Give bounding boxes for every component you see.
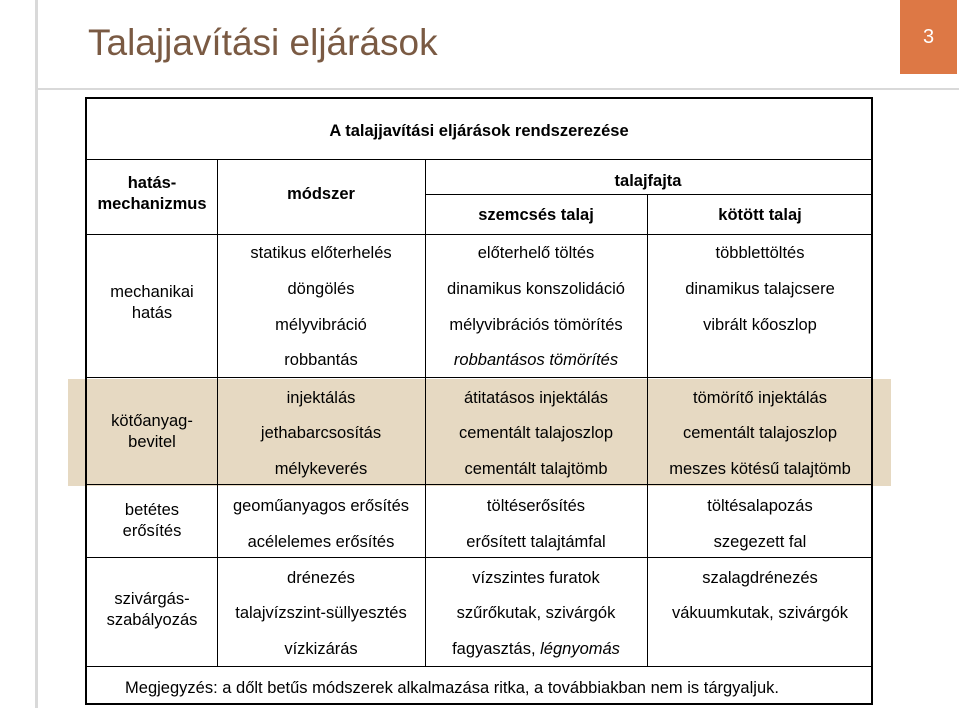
group-mechanical-line2: hatás [131, 304, 173, 322]
cell-granular: vízszintes furatok [472, 569, 600, 587]
cell-granular-rare: robbantásos tömörítés [453, 351, 619, 369]
rule-group-1 [87, 377, 871, 378]
cell-method: mélyvibráció [275, 316, 367, 334]
cell-method: robbantás [284, 351, 358, 369]
group-drainage [107, 589, 198, 631]
col-rule-2 [425, 159, 426, 666]
cell-method: jethabarcsosítás [260, 424, 382, 442]
cell-cohesive: többlettöltés [715, 244, 805, 262]
cell-granular-normal: fagyasztás, [452, 640, 536, 658]
group-mechanical-line1: mechanikai [110, 283, 194, 301]
cell-cohesive: töltésalapozás [707, 497, 813, 515]
page-number-badge [900, 0, 957, 74]
group-binder-line2: bevitel [128, 433, 176, 451]
slide-title: Talajjavítási eljárások [88, 22, 438, 63]
rule-group-2 [87, 484, 871, 485]
header-granular: szemcsés talaj [478, 206, 594, 224]
group-insert-line1: betétes [124, 501, 180, 519]
cell-granular: mélyvibrációs tömörítés [449, 316, 623, 334]
cell-granular-italic: légnyomás [540, 640, 620, 658]
page-number: 3 [922, 25, 935, 48]
cell-method: vízkizárás [284, 640, 358, 658]
rule-group-3 [87, 557, 871, 558]
cell-granular: dinamikus konszolidáció [447, 280, 625, 298]
cell-cohesive: tömörítő injektálás [693, 389, 827, 407]
col-rule-3 [647, 194, 648, 666]
cell-method: drénezés [287, 569, 355, 587]
cell-cohesive: dinamikus talajcsere [685, 280, 835, 298]
cell-granular: töltéserősítés [486, 497, 586, 515]
cell-method: döngölés [287, 280, 355, 298]
cell-granular-mixed [452, 639, 620, 659]
group-drainage-line1: szivárgás- [114, 590, 190, 608]
header-cohesive: kötött talaj [718, 206, 802, 224]
header-method: módszer [287, 185, 355, 203]
header-soil-type: talajfajta [614, 172, 682, 190]
rule-below-header [87, 234, 871, 235]
cell-method: talajvízszint-süllyesztés [235, 604, 407, 622]
group-insert-line2: erősítés [122, 522, 182, 540]
table-caption: A talajjavítási eljárások rendszerezése [329, 122, 629, 140]
cell-granular: előterhelő töltés [477, 244, 595, 262]
cell-method: injektálás [286, 389, 356, 407]
cell-method: acélelemes erősítés [247, 533, 395, 551]
cell-cohesive: cementált talajoszlop [682, 424, 838, 442]
header-mechanism-line2: mechanizmus [97, 195, 207, 213]
cell-method: statikus előterhelés [250, 244, 392, 262]
cell-granular: cementált talajtömb [464, 460, 608, 478]
rule-above-note [87, 666, 871, 667]
cell-cohesive: vákuumkutak, szivárgók [671, 604, 849, 622]
cell-cohesive: vibrált kőoszlop [703, 316, 817, 334]
cell-granular: szűrőkutak, szivárgók [456, 604, 616, 622]
group-binder [111, 411, 193, 453]
col-rule-1 [217, 159, 218, 666]
cell-granular: átitatásos injektálás [464, 389, 608, 407]
rule-below-caption [87, 159, 871, 160]
cell-cohesive: meszes kötésű talajtömb [669, 460, 851, 478]
cell-granular: erősített talajtámfal [466, 533, 606, 551]
rule-below-soiltype [425, 194, 871, 195]
group-insert [123, 500, 182, 542]
header-mechanism-line1: hatás- [127, 174, 177, 192]
cell-cohesive: szegezett fal [713, 533, 807, 551]
table-note: Megjegyzés: a dőlt betűs módszerek alkalmazása ritka, a továbbiakban nem is tárgyaljuk. [125, 679, 779, 697]
decorative-horizontal-line [35, 88, 959, 90]
cell-cohesive: szalagdrénezés [702, 569, 818, 587]
cell-method: mélykeverés [274, 460, 368, 478]
group-binder-line1: kötőanyag- [111, 412, 193, 430]
cell-granular: cementált talajoszlop [458, 424, 614, 442]
group-mechanical [110, 282, 193, 324]
decorative-vertical-line [35, 0, 38, 708]
header-mechanism [97, 173, 206, 215]
group-drainage-line2: szabályozás [106, 611, 198, 629]
cell-method: geoműanyagos erősítés [232, 497, 410, 515]
